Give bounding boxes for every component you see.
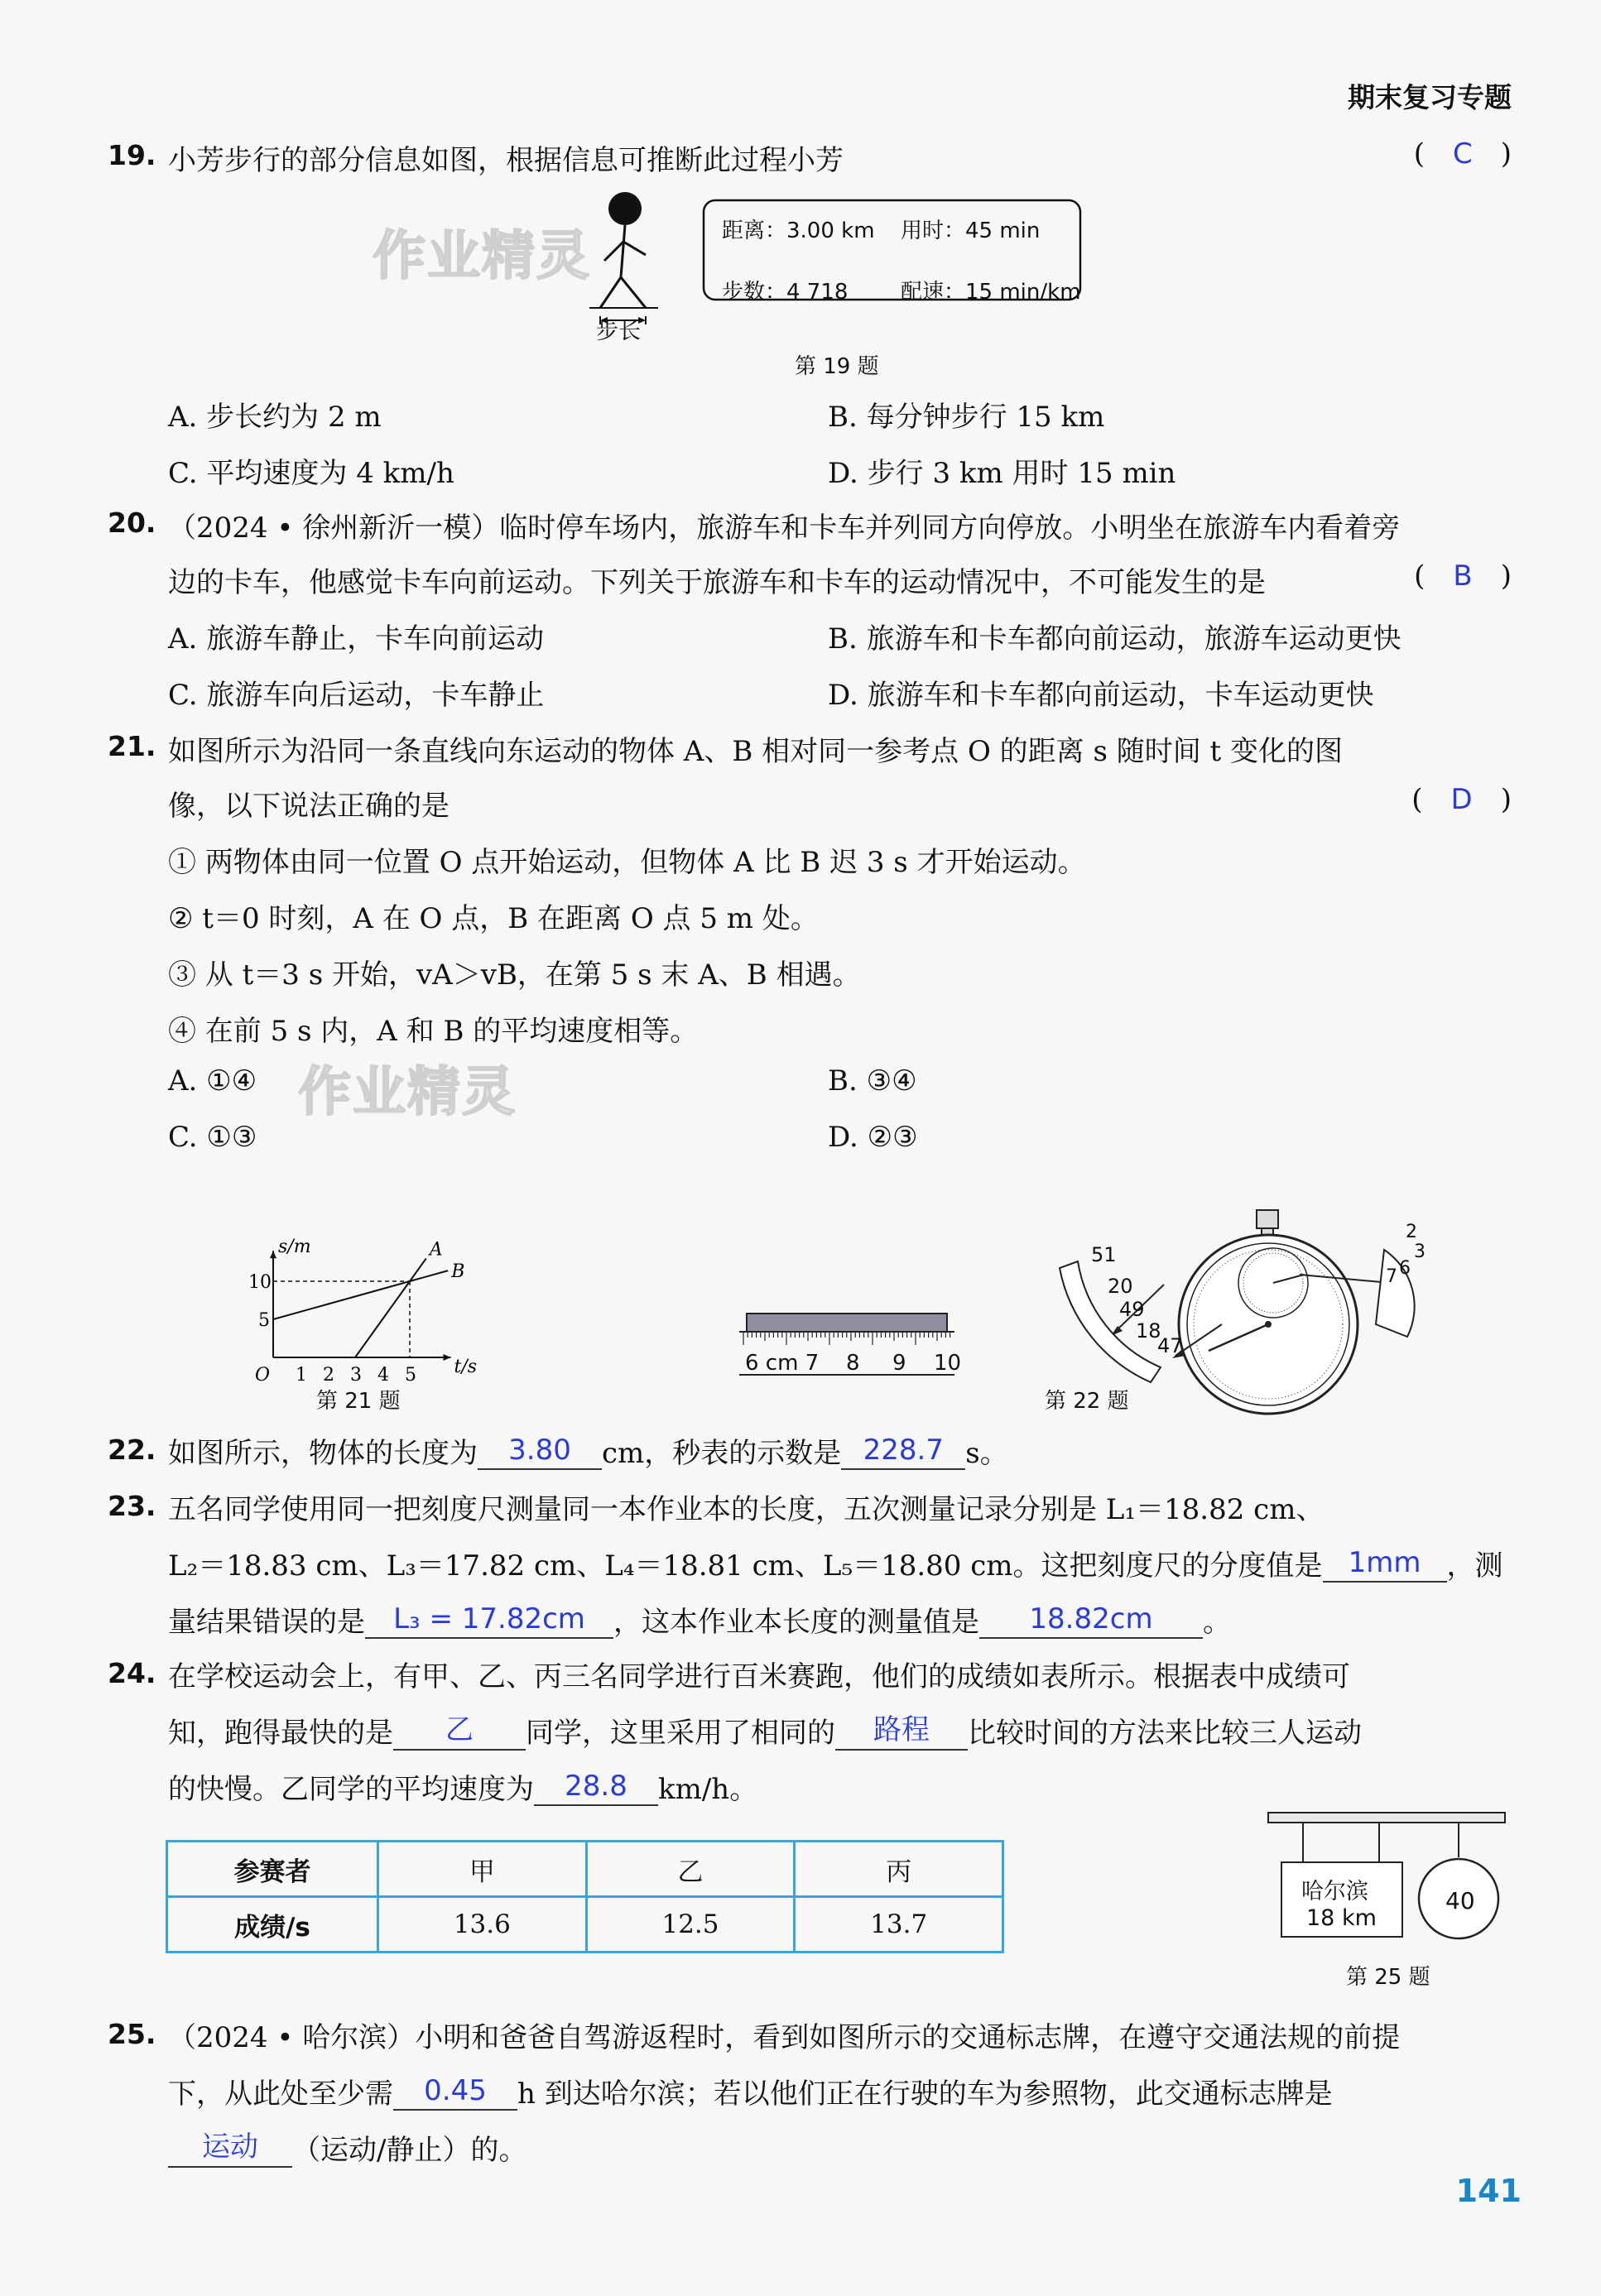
series-line-A — [355, 1258, 426, 1357]
statement-2: ② t＝0 时刻，A 在 O 点，B 在距离 O 点 5 m 处。 — [168, 902, 819, 935]
figure-caption: 第 19 题 — [795, 354, 879, 379]
option-b: B. 旅游车和卡车都向前运动，旅游车运动更快 — [828, 622, 1401, 656]
question-line: （2024 • 哈尔滨）小明和爸爸自驾游返程时，看到如图所示的交通标志牌，在遵守交通法规的前提 — [168, 2021, 1401, 2054]
question-number: 20. — [108, 507, 156, 539]
x-axis-arrow — [444, 1354, 451, 1361]
question-line — [168, 1766, 757, 1809]
sign-city: 哈尔滨 — [1301, 1879, 1368, 1905]
ruler-label: 6 cm 7 — [745, 1351, 820, 1376]
option-a: A. ①④ — [168, 1064, 257, 1098]
ruler-label: 10 — [934, 1351, 962, 1376]
table-header: 甲 — [378, 1842, 587, 1897]
table-cell: 12.5 — [586, 1897, 795, 1953]
option-d: D. ②③ — [828, 1121, 918, 1154]
stopwatch-side-label: 3 — [1414, 1242, 1426, 1262]
statement-1: ① 两物体由同一位置 O 点开始运动，但物体 A 比 B 迟 3 s 才开始运动。 — [168, 846, 1086, 879]
text-segment: 比较时间的方法来比较三人运动 — [968, 1717, 1362, 1750]
stopwatch-side-label: 7 — [1386, 1266, 1397, 1287]
s-t-chart — [240, 1217, 505, 1382]
text-segment: ，测 — [1446, 1549, 1503, 1583]
table-cell: 13.6 — [378, 1897, 587, 1953]
x-tick-label: 1 — [296, 1365, 307, 1382]
option-d: D. 旅游车和卡车都向前运动，卡车运动更快 — [828, 679, 1374, 712]
question-number: 22. — [108, 1434, 156, 1466]
page-number: 141 — [1455, 2173, 1522, 2209]
question-line: 像，以下说法正确的是 — [168, 790, 450, 823]
table-header: 乙 — [586, 1842, 795, 1897]
question-line — [168, 1710, 1362, 1754]
section-title: 期末复习专题 — [1348, 81, 1512, 113]
option-d: D. 步行 3 km 用时 15 min — [828, 457, 1176, 490]
info-pace: 配速：15 min/km — [901, 280, 1081, 305]
table-row-label: 成绩/s — [167, 1897, 378, 1953]
option-a: A. 旅游车静止，卡车向前运动 — [168, 622, 545, 656]
score-table — [166, 1840, 1004, 1953]
option-a: A. 步长约为 2 m — [168, 401, 382, 434]
watermark: 作业精灵 — [298, 1062, 517, 1123]
text-segment: h 到达哈尔滨；若以他们正在行驶的车为参照物，此交通标志牌是 — [517, 2077, 1333, 2111]
watermark: 作业精灵 — [373, 226, 591, 287]
info-time-used: 用时：45 min — [901, 219, 1041, 243]
y-tick-label: 10 — [248, 1272, 272, 1293]
x-tick-label: O — [255, 1365, 271, 1382]
question-line — [168, 2071, 1333, 2114]
question-line — [168, 2127, 526, 2171]
sign-distance: 18 km — [1306, 1905, 1377, 1931]
answer-bracket: ( B ) — [1414, 560, 1512, 593]
text-segment: ，这本作业本长度的测量值是 — [613, 1606, 979, 1639]
ruler-label: 8 — [846, 1351, 860, 1376]
text-segment: 量结果错误的是 — [168, 1606, 365, 1639]
answer-choice: B — [1453, 560, 1473, 593]
text-segment: 如图所示，物体的长度为 — [168, 1437, 478, 1470]
series-label-B: B — [451, 1261, 465, 1283]
answer-blank[interactable]: 228.7 — [841, 1434, 965, 1470]
text-segment: 。 — [1203, 1606, 1231, 1639]
table-row — [167, 1897, 1003, 1953]
question-line: 如图所示为沿同一条直线向东运动的物体 A、B 相对同一参考点 O 的距离 s 随时间 t 变化的图 — [168, 735, 1343, 768]
question-number: 23. — [108, 1490, 156, 1522]
stopwatch-label: 47 — [1157, 1334, 1183, 1357]
text-segment: km/h。 — [658, 1773, 758, 1806]
answer-bracket: ( D ) — [1411, 783, 1512, 816]
question-number: 19. — [108, 139, 156, 171]
stopwatch-label: 49 — [1119, 1298, 1145, 1321]
option-b: B. 每分钟步行 15 km — [828, 401, 1105, 434]
stopwatch-label: 20 — [1108, 1275, 1133, 1298]
answer-choice: C — [1452, 137, 1473, 171]
y-axis-label: s/m — [278, 1237, 311, 1258]
x-tick-label: 4 — [377, 1365, 389, 1382]
question-line: 在学校运动会上，有甲、乙、丙三名同学进行百米赛跑，他们的成绩如表所示。根据表中成绩可 — [168, 1660, 1350, 1693]
option-c: C. ①③ — [168, 1121, 257, 1154]
stopwatch-label: 51 — [1091, 1243, 1117, 1266]
answer-blank[interactable]: 0.45 — [393, 2074, 517, 2111]
text-segment: 下，从此处至少需 — [168, 2077, 393, 2111]
series-line-B — [273, 1270, 448, 1319]
stopwatch-side-label: 2 — [1406, 1222, 1417, 1242]
info-distance: 距离：3.00 km — [722, 219, 875, 243]
answer-blank[interactable]: L₃ = 17.82cm — [365, 1602, 613, 1639]
series-label-A: A — [429, 1239, 443, 1261]
question-line — [168, 1599, 1231, 1642]
statement-4: ④ 在前 5 s 内，A 和 B 的平均速度相等。 — [168, 1015, 699, 1048]
option-c: C. 旅游车向后运动，卡车静止 — [168, 679, 545, 712]
answer-blank[interactable]: 1mm — [1323, 1546, 1447, 1583]
question-line — [168, 1430, 1008, 1473]
text-segment: s。 — [965, 1437, 1008, 1470]
question-line: （2024 • 徐州新沂一模）临时停车场内，旅游车和卡车并列同方向停放。小明坐在旅游车内看着旁 — [168, 512, 1401, 545]
walking-figure — [563, 190, 1093, 339]
answer-blank[interactable]: 乙 — [393, 1707, 526, 1751]
question-number: 21. — [108, 730, 156, 762]
question-number: 24. — [108, 1657, 156, 1689]
statement-3: ③ 从 t＝3 s 开始，vA＞vB，在第 5 s 末 A、B 相遇。 — [168, 958, 861, 992]
text-segment: L₂＝18.83 cm、L₃＝17.82 cm、L₄＝18.81 cm、L₅＝18.80 cm。这把刻度尺的分度值是 — [168, 1549, 1323, 1583]
info-steps: 步数：4 718 — [722, 280, 849, 305]
step-label: 步长 — [596, 319, 641, 344]
question-line — [168, 1543, 1503, 1586]
figure-caption: 第 21 题 — [316, 1389, 401, 1414]
answer-bracket: ( C ) — [1413, 137, 1512, 171]
answer-blank[interactable]: 28.8 — [534, 1770, 658, 1806]
text-segment: 的快慢。乙同学的平均速度为 — [168, 1773, 534, 1806]
question-line: 五名同学使用同一把刻度尺测量同一本作业本的长度，五次测量记录分别是 L₁＝18.82 cm、 — [168, 1493, 1325, 1526]
ruler-label: 9 — [892, 1351, 906, 1376]
table-header: 丙 — [795, 1842, 1003, 1897]
figure-caption: 第 22 题 — [1045, 1389, 1129, 1414]
answer-blank[interactable]: 路程 — [835, 1707, 968, 1751]
stopwatch-label: 18 — [1136, 1319, 1161, 1343]
y-axis-arrow — [270, 1251, 276, 1258]
figure-caption: 第 25 题 — [1346, 1965, 1430, 1990]
text-segment: 同学，这里采用了相同的 — [526, 1717, 835, 1750]
y-tick-label: 5 — [258, 1310, 270, 1331]
answer-blank[interactable]: 18.82cm — [979, 1602, 1203, 1639]
x-axis-label: t/s — [454, 1357, 478, 1377]
option-b: B. ③④ — [828, 1064, 917, 1098]
x-tick-label: 2 — [323, 1365, 334, 1382]
sign-speed-limit: 40 — [1445, 1887, 1475, 1914]
x-tick-label: 3 — [350, 1365, 362, 1382]
stopwatch-side-label: 6 — [1399, 1258, 1411, 1279]
text-segment: （运动/静止）的。 — [292, 2134, 527, 2167]
table-cell: 13.7 — [795, 1897, 1003, 1953]
option-c: C. 平均速度为 4 km/h — [168, 457, 454, 490]
question-stem: 小芳步行的部分信息如图，根据信息可推断此过程小芳 — [168, 144, 844, 177]
answer-choice: D — [1450, 783, 1473, 816]
answer-blank[interactable]: 运动 — [168, 2124, 292, 2168]
text-segment: 知，跑得最快的是 — [168, 1717, 393, 1750]
question-line: 边的卡车，他感觉卡车向前运动。下列关于旅游车和卡车的运动情况中，不可能发生的是 — [168, 566, 1266, 599]
table-header: 参赛者 — [167, 1842, 378, 1897]
question-number: 25. — [108, 2018, 156, 2050]
text-segment: cm，秒表的示数是 — [602, 1437, 842, 1470]
table-row — [167, 1842, 1003, 1897]
x-tick-label: 5 — [405, 1365, 416, 1382]
answer-blank[interactable]: 3.80 — [478, 1434, 602, 1470]
